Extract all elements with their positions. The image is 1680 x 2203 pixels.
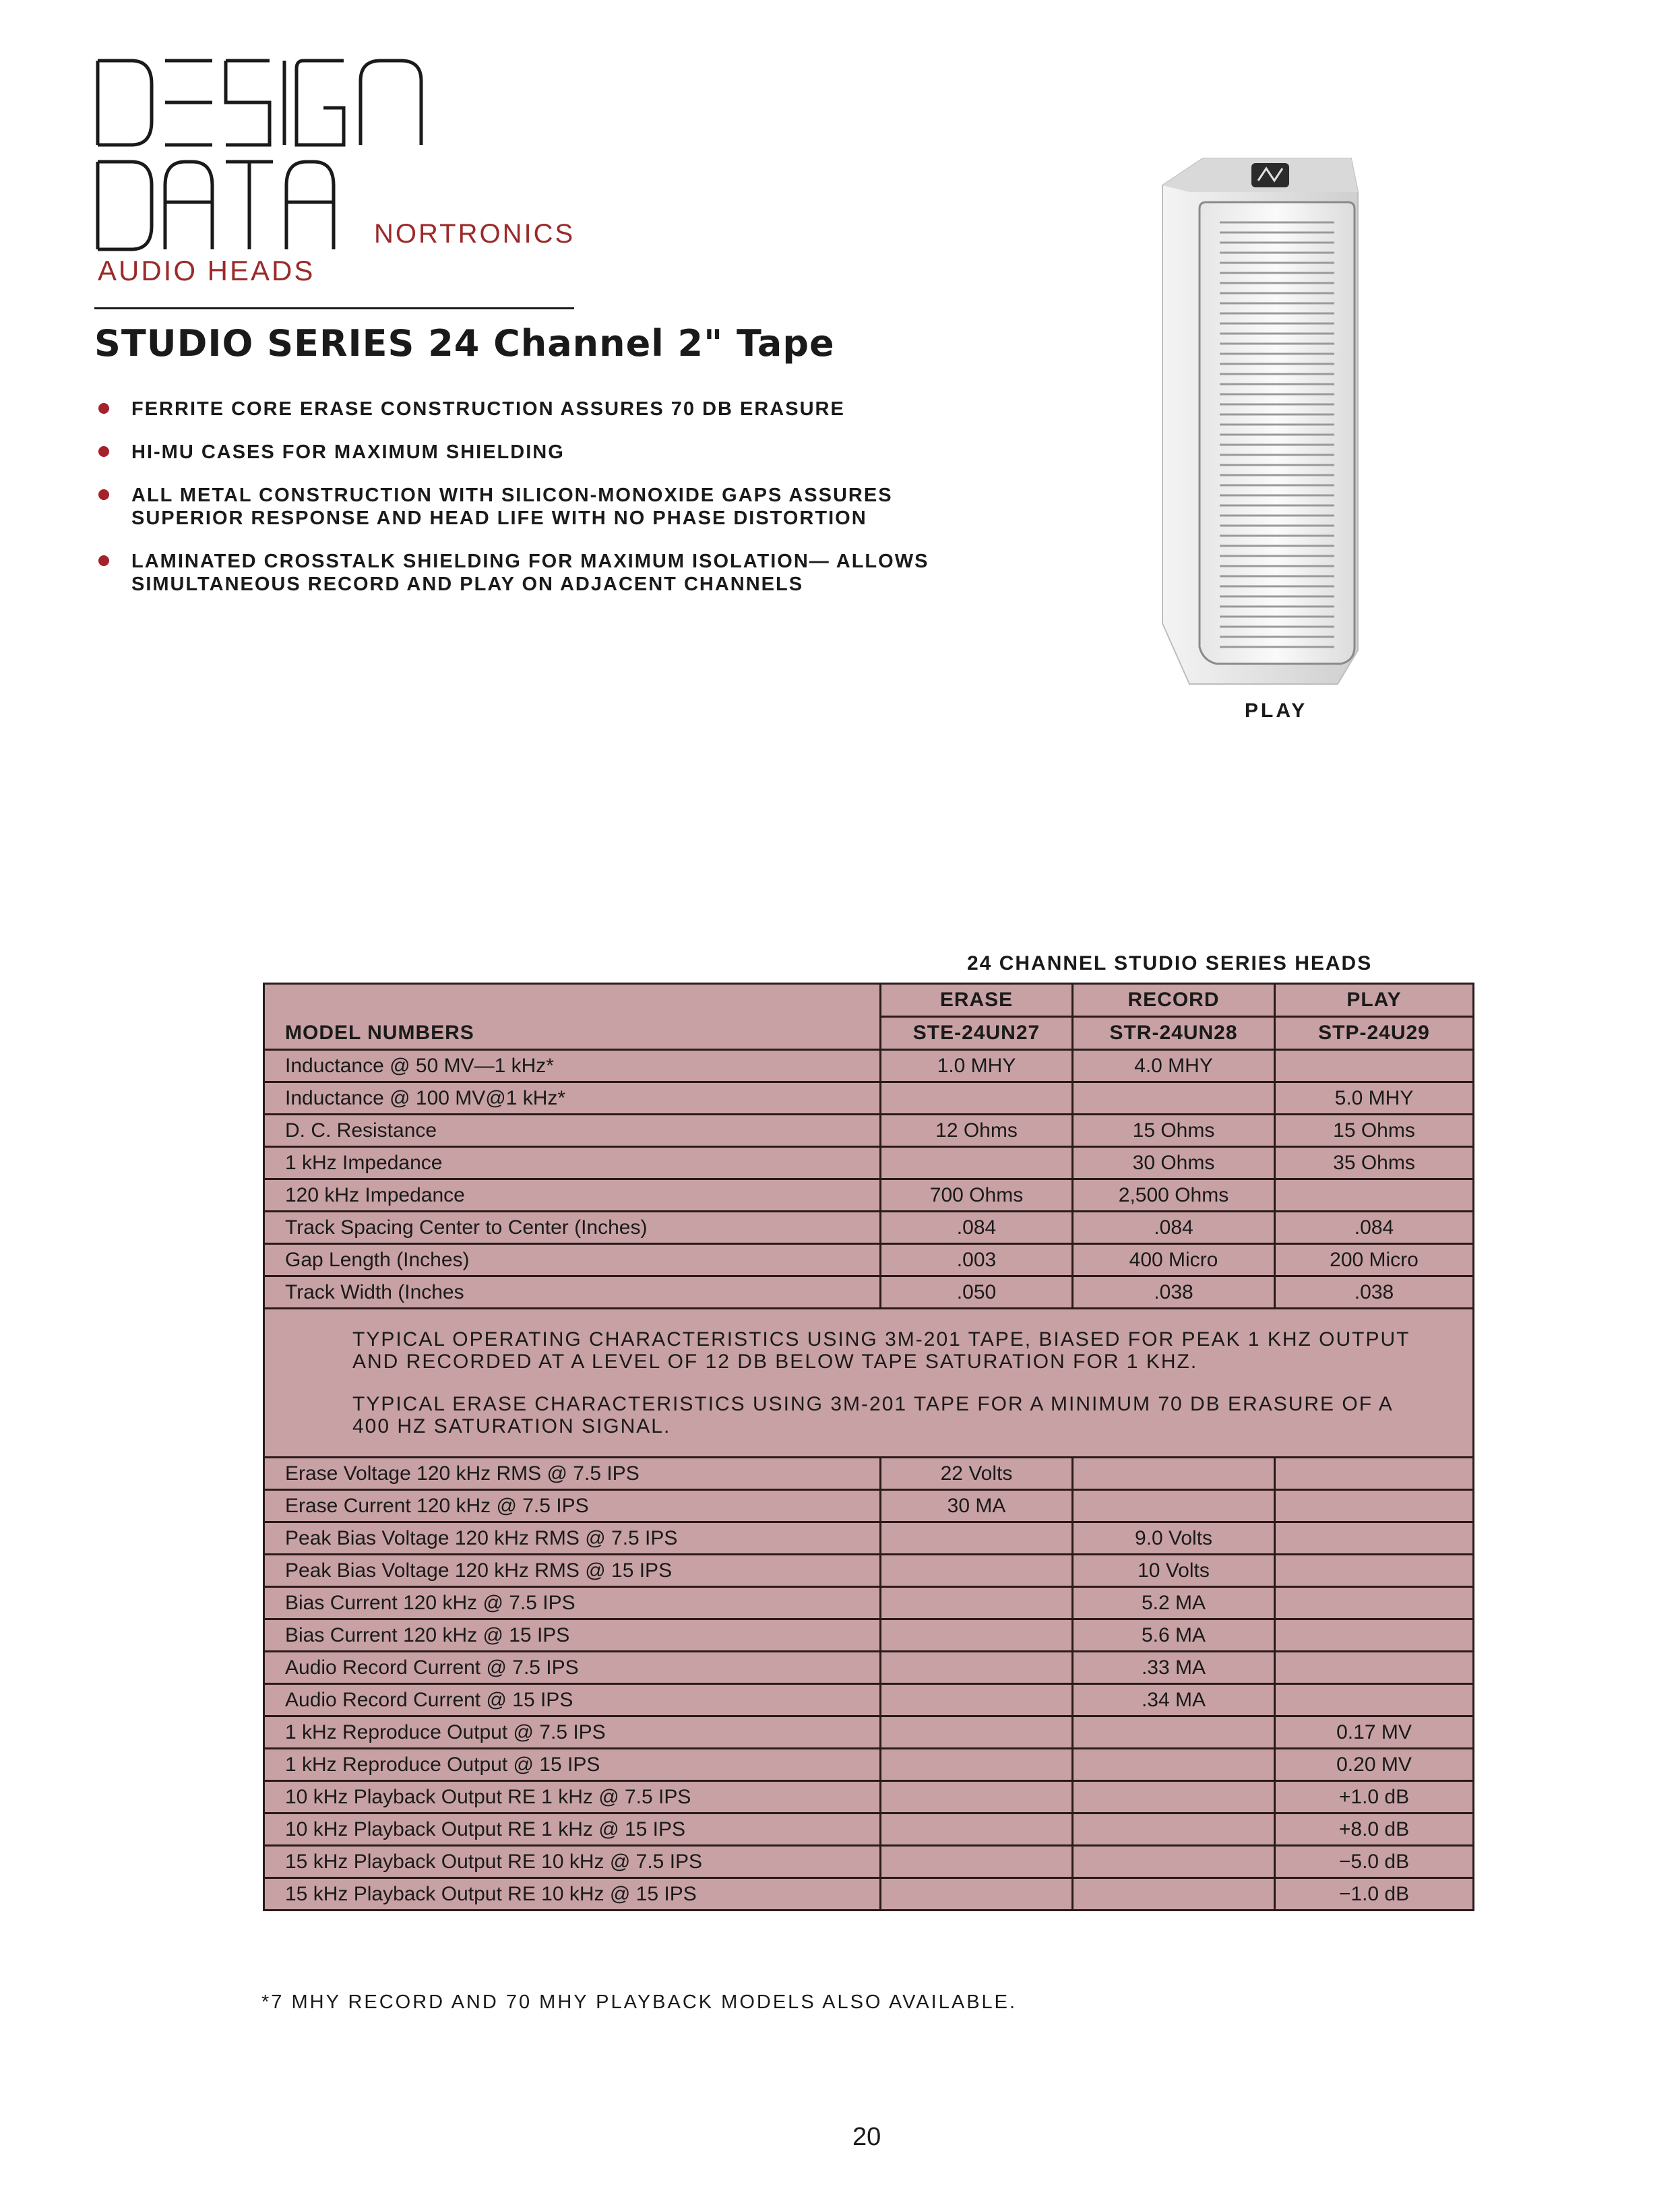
row-value: 5.0 MHY <box>1275 1082 1474 1115</box>
row-label: Gap Length (Inches) <box>264 1244 881 1276</box>
row-value: +1.0 dB <box>1275 1781 1474 1813</box>
row-label: 10 kHz Playback Output RE 1 kHz @ 15 IPS <box>264 1813 881 1846</box>
row-value: 12 Ohms <box>881 1115 1073 1147</box>
row-value: 700 Ohms <box>881 1179 1073 1212</box>
row-value <box>881 1878 1073 1911</box>
row-value: .038 <box>1275 1276 1474 1309</box>
row-label: 120 kHz Impedance <box>264 1179 881 1212</box>
row-value <box>1275 1684 1474 1716</box>
row-value: 5.2 MA <box>1073 1587 1275 1619</box>
row-value: 15 Ohms <box>1073 1115 1275 1147</box>
table-row <box>264 1684 1474 1716</box>
row-value: .038 <box>1073 1276 1275 1309</box>
row-value: 30 Ohms <box>1073 1147 1275 1179</box>
row-label: Track Spacing Center to Center (Inches) <box>264 1212 881 1244</box>
page-number: 20 <box>852 2123 881 2151</box>
feature-text: HI-MU CASES FOR MAXIMUM SHIELDING <box>131 441 565 463</box>
row-value <box>1073 1458 1275 1490</box>
row-value <box>1073 1813 1275 1846</box>
model-number-play: STP-24U29 <box>1275 1017 1474 1050</box>
bullet-icon <box>98 555 109 566</box>
row-value: 200 Micro <box>1275 1244 1474 1276</box>
table-row <box>264 1878 1474 1911</box>
row-value <box>1073 1878 1275 1911</box>
row-value <box>1275 1522 1474 1555</box>
spec-table <box>263 983 1474 1911</box>
row-label: 10 kHz Playback Output RE 1 kHz @ 7.5 IPS <box>264 1781 881 1813</box>
column-header-record: RECORD <box>1073 984 1275 1017</box>
row-label: Track Width (Inches <box>264 1276 881 1309</box>
page-title: STUDIO SERIES 24 Channel 2" Tape <box>94 322 835 365</box>
bullet-icon <box>98 446 109 457</box>
table-row <box>264 1458 1474 1490</box>
row-value <box>1275 1458 1474 1490</box>
row-value <box>1073 1716 1275 1749</box>
row-label: 1 kHz Reproduce Output @ 7.5 IPS <box>264 1716 881 1749</box>
row-value: .34 MA <box>1073 1684 1275 1716</box>
notes-row <box>264 1309 1474 1458</box>
table-row <box>264 1619 1474 1652</box>
table-row <box>264 1749 1474 1781</box>
row-label: Peak Bias Voltage 120 kHz RMS @ 7.5 IPS <box>264 1522 881 1555</box>
row-value: 0.20 MV <box>1275 1749 1474 1781</box>
row-label: Peak Bias Voltage 120 kHz RMS @ 15 IPS <box>264 1555 881 1587</box>
table-row <box>264 1212 1474 1244</box>
row-value <box>1275 1179 1474 1212</box>
row-value <box>1275 1050 1474 1082</box>
row-label: Erase Voltage 120 kHz RMS @ 7.5 IPS <box>264 1458 881 1490</box>
table-row <box>264 1652 1474 1684</box>
row-label: Bias Current 120 kHz @ 15 IPS <box>264 1619 881 1652</box>
row-value <box>1275 1652 1474 1684</box>
row-label: Erase Current 120 kHz @ 7.5 IPS <box>264 1490 881 1522</box>
row-value: 35 Ohms <box>1275 1147 1474 1179</box>
feature-text: ALL METAL CONSTRUCTION WITH SILICON-MONOXIDE GAPS ASSURES SUPERIOR RESPONSE AND HEAD LIFE WITH NO PHASE DISTORTION <box>131 485 893 529</box>
row-value <box>881 1082 1073 1115</box>
row-value: .050 <box>881 1276 1073 1309</box>
row-label: 1 kHz Impedance <box>264 1147 881 1179</box>
row-value <box>1073 1749 1275 1781</box>
image-caption: PLAY <box>1245 700 1308 722</box>
row-value <box>881 1749 1073 1781</box>
row-value: 5.6 MA <box>1073 1619 1275 1652</box>
row-value <box>881 1522 1073 1555</box>
table-row <box>264 1244 1474 1276</box>
model-numbers-header: MODEL NUMBERS <box>264 984 881 1050</box>
row-value <box>881 1846 1073 1878</box>
row-value: 400 Micro <box>1073 1244 1275 1276</box>
row-value <box>881 1813 1073 1846</box>
row-label: 15 kHz Playback Output RE 10 kHz @ 15 IPS <box>264 1878 881 1911</box>
row-label: Inductance @ 50 MV—1 kHz* <box>264 1050 881 1082</box>
row-value <box>1275 1555 1474 1587</box>
row-value: .084 <box>881 1212 1073 1244</box>
feature-item <box>94 398 984 421</box>
row-value <box>1073 1490 1275 1522</box>
table-note: TYPICAL OPERATING CHARACTERISTICS USING 3M-201 TAPE, BIASED FOR PEAK 1 KHZ OUTPUT AND RECORDED AT A LEVEL OF 12 DB BELOW TAPE SATURATION FOR 1 KHZ. <box>352 1328 1410 1373</box>
table-row <box>264 1522 1474 1555</box>
table-row <box>264 1716 1474 1749</box>
row-value: .33 MA <box>1073 1652 1275 1684</box>
row-value <box>881 1555 1073 1587</box>
feature-list <box>94 398 984 616</box>
row-value: 22 Volts <box>881 1458 1073 1490</box>
product-category: AUDIO HEADS <box>98 255 315 286</box>
bullet-icon <box>98 489 109 500</box>
row-value <box>881 1781 1073 1813</box>
row-value: 10 Volts <box>1073 1555 1275 1587</box>
table-row <box>264 1115 1474 1147</box>
row-value <box>881 1147 1073 1179</box>
row-value: −5.0 dB <box>1275 1846 1474 1878</box>
row-value: .084 <box>1275 1212 1474 1244</box>
table-row <box>264 1490 1474 1522</box>
feature-item <box>94 441 984 464</box>
row-label: 15 kHz Playback Output RE 10 kHz @ 7.5 IPS <box>264 1846 881 1878</box>
model-number-erase: STE-24UN27 <box>881 1017 1073 1050</box>
row-value <box>881 1619 1073 1652</box>
row-value <box>1275 1619 1474 1652</box>
row-value <box>1073 1082 1275 1115</box>
table-row <box>264 1147 1474 1179</box>
row-value: 15 Ohms <box>1275 1115 1474 1147</box>
row-value <box>881 1652 1073 1684</box>
row-value: 9.0 Volts <box>1073 1522 1275 1555</box>
feature-item <box>94 484 984 530</box>
column-header-row <box>264 984 1474 1017</box>
row-value <box>881 1587 1073 1619</box>
row-value <box>1073 1846 1275 1878</box>
row-value: 2,500 Ohms <box>1073 1179 1275 1212</box>
row-value <box>1275 1587 1474 1619</box>
notes-cell <box>264 1309 1474 1458</box>
row-value: 4.0 MHY <box>1073 1050 1275 1082</box>
table-row <box>264 1179 1474 1212</box>
row-value: +8.0 dB <box>1275 1813 1474 1846</box>
brand-name: NORTRONICS <box>374 219 575 249</box>
table-row <box>264 1846 1474 1878</box>
play-head-image <box>1149 152 1371 691</box>
row-label: Bias Current 120 kHz @ 7.5 IPS <box>264 1587 881 1619</box>
feature-text: LAMINATED CROSSTALK SHIELDING FOR MAXIMUM ISOLATION— ALLOWS SIMULTANEOUS RECORD AND PLAY ON ADJACENT CHANNELS <box>131 551 929 595</box>
table-row <box>264 1587 1474 1619</box>
table-row <box>264 1276 1474 1309</box>
table-row <box>264 1555 1474 1587</box>
footnote: *7 MHY RECORD AND 70 MHY PLAYBACK MODELS ALSO AVAILABLE. <box>261 1991 1018 2013</box>
header-divider <box>94 307 574 309</box>
model-number-record: STR-24UN28 <box>1073 1017 1275 1050</box>
row-value: 1.0 MHY <box>881 1050 1073 1082</box>
table-row <box>264 1813 1474 1846</box>
row-label: Audio Record Current @ 7.5 IPS <box>264 1652 881 1684</box>
row-value: .084 <box>1073 1212 1275 1244</box>
table-row <box>264 1050 1474 1082</box>
table-row <box>264 1082 1474 1115</box>
feature-text: FERRITE CORE ERASE CONSTRUCTION ASSURES 70 DB ERASURE <box>131 398 845 420</box>
row-value: .003 <box>881 1244 1073 1276</box>
row-label: 1 kHz Reproduce Output @ 15 IPS <box>264 1749 881 1781</box>
row-value: 0.17 MV <box>1275 1716 1474 1749</box>
column-header-erase: ERASE <box>881 984 1073 1017</box>
row-label: D. C. Resistance <box>264 1115 881 1147</box>
table-title: 24 CHANNEL STUDIO SERIES HEADS <box>967 952 1373 974</box>
row-value <box>881 1684 1073 1716</box>
feature-item <box>94 550 984 596</box>
row-value <box>1275 1490 1474 1522</box>
bullet-icon <box>98 403 109 414</box>
row-value: 30 MA <box>881 1490 1073 1522</box>
row-label: Audio Record Current @ 15 IPS <box>264 1684 881 1716</box>
row-value <box>881 1716 1073 1749</box>
row-value: −1.0 dB <box>1275 1878 1474 1911</box>
row-value <box>1073 1781 1275 1813</box>
table-note: TYPICAL ERASE CHARACTERISTICS USING 3M-201 TAPE FOR A MINIMUM 70 DB ERASURE OF A 400 HZ SATURATION SIGNAL. <box>352 1393 1393 1437</box>
row-label: Inductance @ 100 MV@1 kHz* <box>264 1082 881 1115</box>
spec-table-container <box>263 983 1472 1929</box>
column-header-play: PLAY <box>1275 984 1474 1017</box>
table-row <box>264 1781 1474 1813</box>
